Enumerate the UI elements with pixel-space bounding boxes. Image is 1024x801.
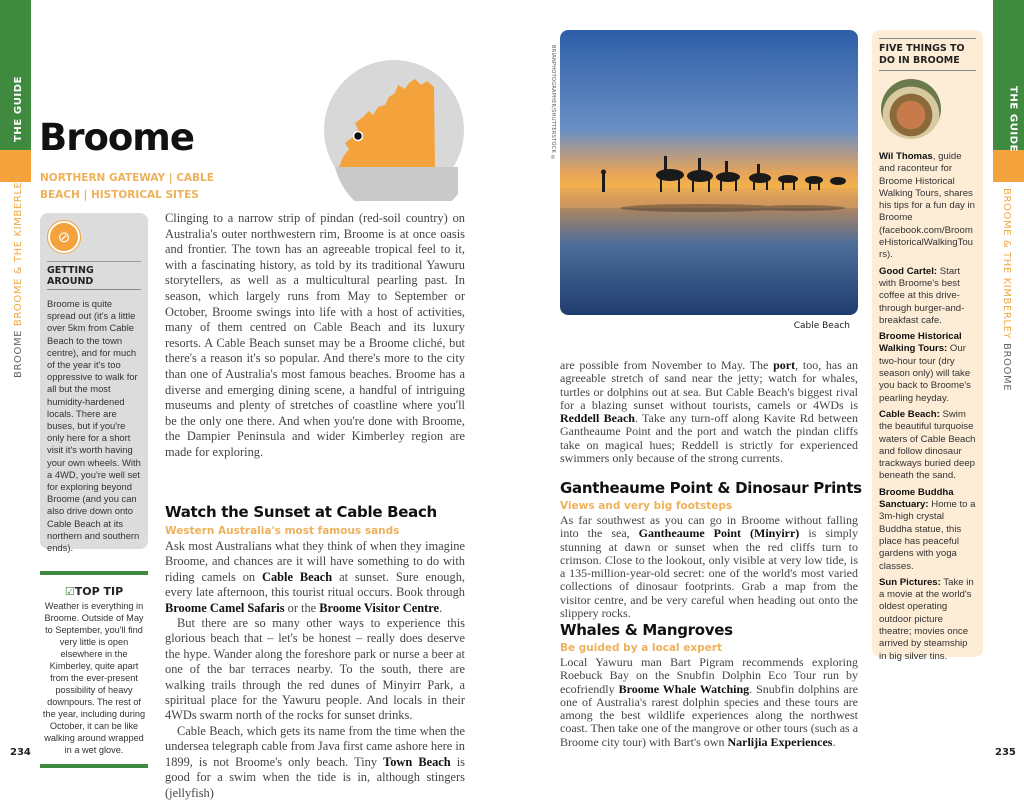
paragraph [560,359,858,465]
bold-term: Sun Pictures: [879,576,941,588]
running-head-plain: BROOME [13,329,24,378]
text-run: Swim the beautiful turquoise waters of Cable Beach and follow dinosaur trackways buried deep beneath the sand. [879,408,976,482]
running-head [1001,188,1012,391]
continued-text [560,359,858,465]
cable-beach-photo [560,30,858,315]
section-subheading: Views and very big footsteps [560,500,733,512]
text-run: , guide and raconteur for Broome Historical Walking Tours, shares his tips for a fun day in Broome (facebook.com/BroomeHistoricalWalkingTours). [879,151,975,261]
five-things-box [872,30,983,662]
paragraph [879,331,976,405]
paragraph [879,151,976,262]
paragraph [165,211,465,461]
text-run: Take in a movie at the world's oldest operating outdoor picture theatre; movies once arrived by steamship in big silver tins. [879,576,974,662]
five-things-heading: FIVE THINGS TO DO IN BROOME [879,38,976,71]
bold-term: Broome Buddha Sanctuary: [879,486,954,511]
paragraph [879,409,976,483]
bold-term: Cable Beach: [879,408,940,420]
tab-label: THE GUIDE [13,75,24,142]
section-heading: Watch the Sunset at Cable Beach [165,503,437,521]
section-body [560,656,858,749]
top-tip [40,571,148,768]
running-head-plain: BROOME [1001,343,1012,392]
page-number: 235 [995,747,1016,758]
bold-term: Reddell Beach [560,411,635,426]
section-body [560,514,858,620]
text-run: . [439,600,443,615]
photo-credit: BRIANPHOTOGRAPHER/SHUTTERSTOCK © [550,45,556,162]
text-run: is simply stunning at dawn or sunset when the red cliffs turn to crimson. Close to the lookout, only visible at very low tide, is a 135-million-year-old secret: one of the world's most varied collections of dinosaur footprints. Grab a map from the visitor centre, and be very careful when heading out onto the slippery rocks. [560,526,858,621]
getting-around-heading: GETTING AROUND [47,261,141,290]
intro-text [165,211,465,461]
getting-around-box [40,213,148,554]
text-run: at sunset. Sure enough, every late afternoon, this tourist ritual occurs. Book through [165,569,465,600]
checkbox-icon: ☑ [64,585,75,598]
text-run: Ask most Australians what they think of when they imagine Broome, and chances are it will have something to do with riding camels on [165,539,465,584]
bold-term: Cable Beach [262,569,333,584]
getting-around-text: Broome is quite spread out (it's a little over 5km from Cable Beach to the town centre), and for much of the year it's too oppressive to walk for all but the most humidity-hardened locals. There are buses, but if you're only here for a short visit it's worth having your own wheels. With a 4WD, you're well set for exploring beyond Broome (and you can also drive down onto Cable Beach at its northern and southern ends). [47,298,141,554]
paragraph [560,514,858,620]
text-run: Our two-hour tour (dry season only) will take you back to Broome's pearling heyday. [879,343,971,404]
section-heading: Gantheaume Point & Dinosaur Prints [560,479,862,497]
divider [40,764,148,768]
section-body [165,539,465,801]
section-subheading: Western Australia's most famous sands [165,525,400,537]
section-heading: Whales & Mangroves [560,621,733,639]
paragraph [879,577,976,663]
top-tip-text: Weather is everything in Broome. Outside of May to September, you'll find very little is open elsewhere in the Kimberley, quite apart from the ever-present possibility of heavy downpours. The rest of the year, including during October, it can be like walking around wrapped in a wet glove. [42,601,146,755]
text-run: is good for a swim when the tide is in, although stingers (jellyfish) [165,754,466,800]
bold-term: Town Beach [383,754,451,769]
text-run: Cable Beach, which gets its name from the time when the undersea telegraph cable from Java first came ashore here in 1899, is not Broome's only beach. Tiny [165,723,465,769]
paragraph [165,724,465,801]
text-run: . Snubfin dolphins are one of Australia's rarest dolphin species and these tours are among the best wildlife experiences along the northwest coast. Then take one of the mangrove or other tours (such as a Broome city tour) with Bart's own [560,681,859,749]
paragraph [165,616,465,724]
text-run: Clinging to a narrow strip of pindan (red-soil country) on Australia's outer northwestern rim, Broome is at once oasis and frontier. The town has an agreeable tropical feel to it, with a fascinating history, as told by its traditional Yawuru storytellers, as well as a multicultural pearling past. In season, which largely runs from May to September or October, Broome swings into life with a host of activities, many of them centred on Cable Beach and its luxury resorts. A Cable Beach sunset may be a Broome cliché, but there's a reason it's so popular. And there's more to the city than one of Australia's most famous beaches. Broome has a diverse and emerging dining scene, a handful of intriguing museums and plenty of stretches of coastline where you'll be the only one there. And when you're done with Broome, the Dampier Peninsula and wider Kimberley region are made for exploring. [165,211,465,459]
text-run: or the [284,600,320,615]
text-run: . [832,734,836,749]
text-run: , too, has an agreeable stretch of sand near the jetty; watch for whales, turtles or dolphins out at sea. But Cable Beach's biggest rival for a blazing sunset without tourists, camels or 4WDs is [560,358,858,412]
running-head-accent: BROOME & THE KIMBERLEY [13,174,24,327]
text-run: Local Yawuru man Bart Pigram recommends exploring Roebuck Bay on the Snubfin Dolphin Eco Tour run by ecofriendly [560,655,858,696]
running-head-accent: BROOME & THE KIMBERLEY [1001,188,1012,340]
bold-term: Broome Visitor Centre [319,600,440,615]
bold-term: Wil Thomas [879,151,933,162]
section-subheading: Be guided by a local expert [560,642,723,654]
page-title: Broome [39,116,194,159]
locator-map [323,59,465,201]
photo-caption: Cable Beach [793,321,850,331]
text-run: Home to a 3m-high crystal Buddha statue, this place has peaceful gardens with yoga classes. [879,499,976,572]
bold-term: Narlijia Experiences [727,734,833,749]
tab-label: THE GUIDE [1007,86,1019,153]
running-head [13,175,24,378]
page-tags: NORTHERN GATEWAY | CABLE BEACH | HISTORICAL SITES [40,172,214,201]
bold-term: Good Cartel: [879,265,938,277]
text-run: Start with Broome's best coffee at this drive-through burger-and-breakfast cafe. [879,265,965,326]
avatar [881,79,941,139]
paragraph [879,266,976,327]
text-run: . Take any turn-off along Kavite Rd between Gantheaume Point and the port and watch the pindan cliffs take on magical hues; Reddell is strictly for experienced swimmers only because of the strong currents. [560,411,859,466]
text-run: But there are so many other ways to experience this glorious beach that – let's be honest – really does deserve the hype. Wander along the foreshore park or nurse a beer at one of the bar terraces nearby. To the south, there are walking trails through the red dunes of Minyirr Park, a spiritual place for the Yawuru people. And locals in their 4WDs swarm north of the rocks for sunset drinks. [165,616,465,723]
paragraph [560,656,858,749]
bold-term: port [773,358,796,372]
location-marker [354,132,363,141]
paragraph [165,539,465,616]
paragraph [879,487,976,573]
top-tip-heading: TOP TIP [74,585,124,598]
bold-term: Broome Camel Safaris [165,600,285,615]
section-tab-accent [993,150,1024,182]
bold-term: Gantheaume Point (Minyirr) [638,526,800,541]
five-things-list [879,151,976,663]
bold-term: Broome Historical Walking Tours: [879,331,962,355]
compass-icon: ⊘ [48,221,80,253]
text-run: are possible from November to May. The [560,358,774,372]
page-number: 234 [10,747,31,758]
bold-term: Broome Whale Watching [618,681,750,696]
text-run: As far southwest as you can go in Broome without falling into the sea, [560,513,858,541]
